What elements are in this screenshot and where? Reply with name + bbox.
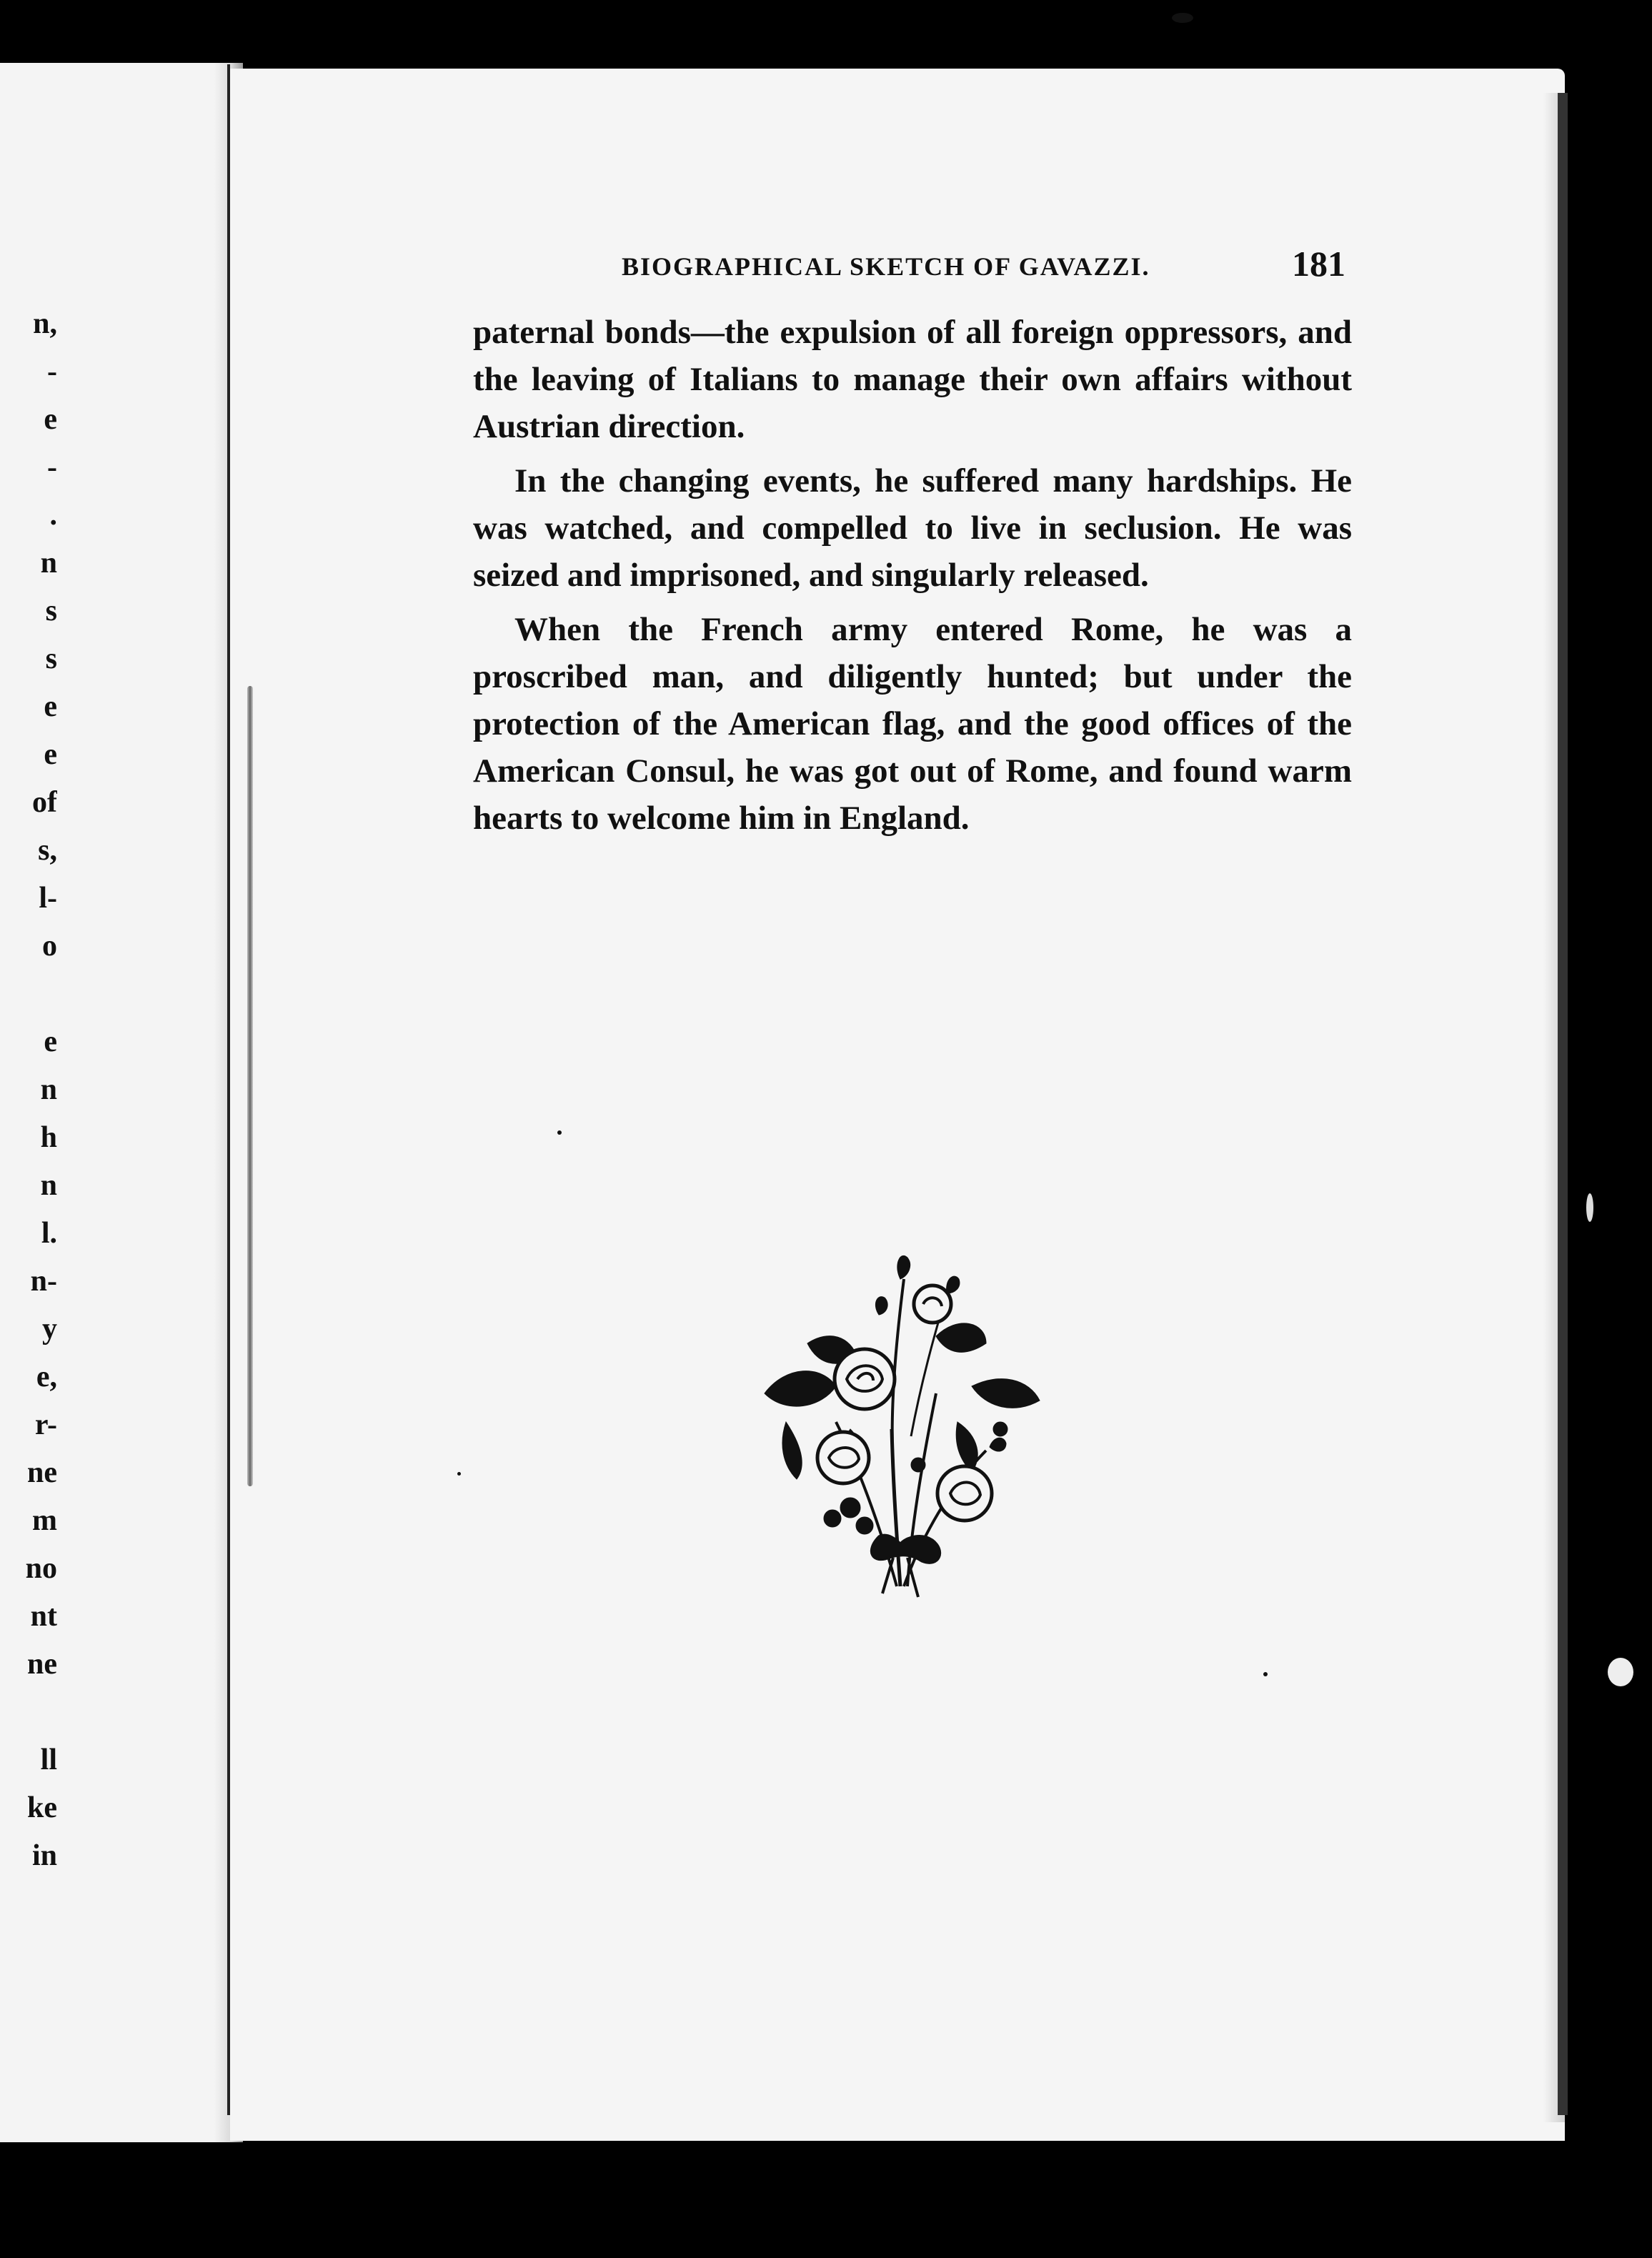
page-number: 181 [1292,244,1345,284]
floral-bouquet-ornament [757,1250,1058,1608]
scan-speck [457,1472,461,1476]
scan-speck [1586,1193,1593,1222]
scan-speck [1608,1658,1633,1686]
scan-speck [1263,1672,1268,1676]
page-crease [247,686,253,1486]
scan-speck [557,1130,562,1135]
facing-page-text-fragments: n, - e - . n s s e e of s, l- o e n h n l. n- y e, r- ne m no nt ne ll ke in [25,307,57,1872]
scan-speck [1172,13,1193,23]
paragraph: When the French army entered Rome, he was a proscribed man, and diligently hunted; but under the protection of the American flag, and the good offices of the American Consul, he was got out of Rome, and found warm hearts to welcome him in England. [473,611,1352,837]
page-edge [1558,93,1568,2115]
paragraph: In the changing events, he suffered many hardships. He was watched, and compelled to live in seclusion. He was seized and imprisoned, and singularly released. [473,462,1352,594]
running-head: BIOGRAPHICAL SKETCH OF GAVAZZI. [622,252,1150,281]
paragraph: paternal bonds—the expulsion of all foreign oppressors, and the leaving of Italians to manage their own affairs without Austrian direction. [473,314,1352,445]
body-text [473,309,1352,849]
